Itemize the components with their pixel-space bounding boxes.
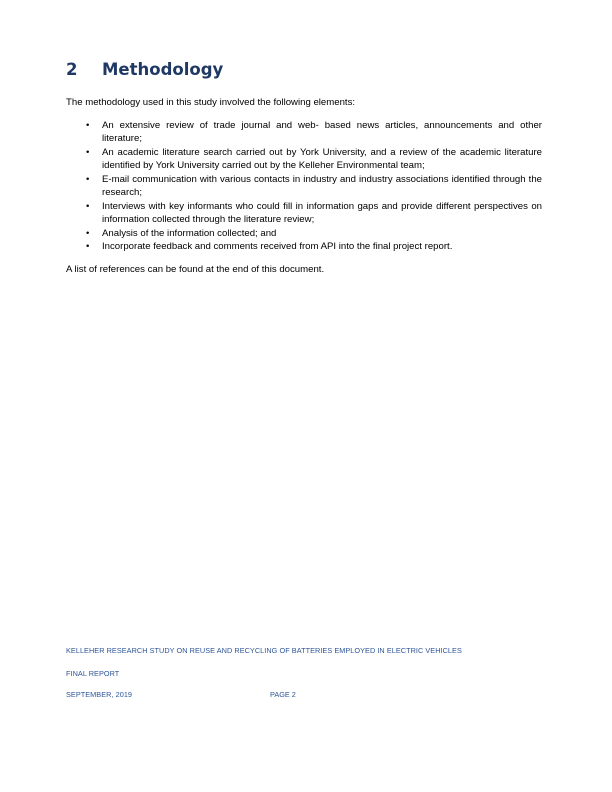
list-item (66, 200, 542, 227)
list-item (66, 240, 542, 254)
footer-date: SEPTEMBER, 2019 (66, 690, 133, 699)
list-item (66, 146, 542, 173)
bullet-icon: • (86, 227, 90, 239)
list-item-text: E-mail communication with various contacts in industry and industry associations identified through the research; (102, 173, 542, 198)
list-item (66, 119, 542, 146)
section-title: Methodology (102, 60, 224, 79)
closing-paragraph: A list of references can be found at the end of this document. (66, 263, 325, 275)
footer-page-number: PAGE 2 (270, 690, 296, 699)
bullet-icon: • (86, 241, 90, 252)
bullet-icon: • (86, 200, 90, 212)
bullet-icon: • (86, 119, 90, 131)
list-item-text: An extensive review of trade journal and web- based news articles, announcements and other literature; (102, 119, 542, 144)
list-item-text: Interviews with key informants who could fill in information gaps and provide different perspectives on information collected through the literature review; (102, 200, 542, 225)
section-body (66, 96, 542, 276)
list-item-text: Analysis of the information collected; and (102, 227, 277, 239)
list-item-text: Incorporate feedback and comments received from API into the final project report. (102, 241, 453, 252)
section-heading (66, 60, 223, 79)
intro-paragraph: The methodology used in this study involved the following elements: (66, 97, 356, 108)
footer-report-label: FINAL REPORT (66, 669, 120, 678)
list-item (66, 227, 542, 241)
footer-study-title: KELLEHER RESEARCH STUDY ON REUSE AND RECYCLING OF BATTERIES EMPLOYED IN ELECTRIC VEHICLES (66, 646, 462, 655)
list-item-text: An academic literature search carried out by York University, and a review of the academic literature identified by York University carried out by the Kelleher Environmental team; (102, 146, 542, 171)
list-item (66, 173, 542, 200)
section-number: 2 (66, 60, 78, 79)
bullet-icon: • (86, 173, 90, 185)
bullet-icon: • (86, 146, 90, 158)
methodology-list (66, 119, 542, 254)
